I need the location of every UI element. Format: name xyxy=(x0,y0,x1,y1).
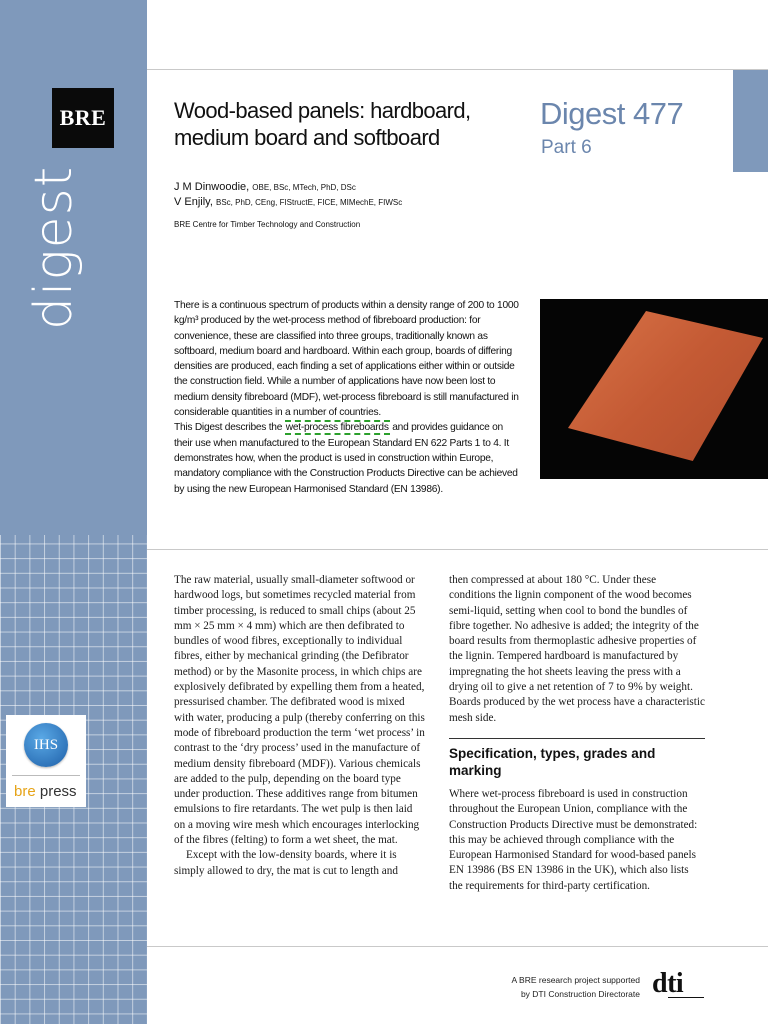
authors-block xyxy=(174,180,402,210)
author-name: V Enjily, xyxy=(174,196,216,208)
left-grid-strip xyxy=(0,0,147,1024)
fibreboard-panel-image xyxy=(568,311,763,461)
abstract-text: This Digest describes the xyxy=(174,422,285,434)
logo-divider xyxy=(12,775,80,776)
brepress-bre: bre xyxy=(14,783,36,800)
author-1 xyxy=(174,180,402,195)
abstract-paragraph-2 xyxy=(174,420,524,496)
section-heading: Specification, types, grades and marking xyxy=(449,745,656,778)
author-quals: BSc, PhD, CEng, FIStructE, FICE, MIMechE, FIWSc xyxy=(215,198,403,207)
ihs-logo-icon: IHS xyxy=(24,723,68,767)
abstract xyxy=(174,298,524,497)
body-paragraph: The raw material, usually small-diameter softwood or hardwood logs, but sometimes recycled material from timber processing, is reduced to small chips (about 25 mm × 25 mm × 4 mm) which are then defibrated to bundles of wood fibres, exceptionally to individual fibres, either by mechanical grinding (the Defibrator method) or by the Masonite process, in which chips are explosively defibrated by expelling them from a heated, pressurised chamber. The defibrated wood is mixed with water, producing a pulp (thereby conferring on this mode of fibreboard production the term ‘wet process’ in contrast to the ‘dry process’ used in the manufacture of medium density fibreboard (MDF)). Various chemicals are added to the pulp, depending on the board type under production. These additives range from bitumen emulsions to fire retardants. The wet pulp is then laid on a moving wire mesh which encourages interlocking of the fibres (felting) to form a wet sheet, the mat. xyxy=(174,574,425,847)
fibreboard-photo xyxy=(540,299,768,479)
dti-logo-underline xyxy=(668,997,704,998)
bre-logo: BRE xyxy=(52,88,114,148)
ihs-brepress-logo xyxy=(6,715,86,807)
highlighted-term: wet-process fibreboards xyxy=(285,422,389,434)
top-divider xyxy=(147,69,768,70)
dti-logo: dti xyxy=(652,968,684,999)
brepress-wordmark xyxy=(14,783,77,800)
body-paragraph: Except with the low-density boards, where it is simply allowed to dry, the mat is cut to length and xyxy=(174,849,398,877)
author-name: J M Dinwoodie, xyxy=(174,181,253,193)
brepress-press: press xyxy=(39,783,77,800)
abstract-text: and provides guidance on their use when manufactured to the European Standard EN 622 Parts 1 to 4. It demonstrates how, when the product is used in construction within Europe, mandatory compliance with the Construction Products Directive can be achieved by using the new European Harmonised Standard (EN 13986). xyxy=(174,422,518,495)
author-2 xyxy=(174,195,402,210)
organization: BRE Centre for Timber Technology and Construction xyxy=(174,220,361,229)
bottom-divider xyxy=(147,946,768,947)
body-paragraph: Where wet-process fibreboard is used in construction throughout the European Union, compliance with the Construction Products Directive must be demonstrated: this may be achieved through compliance with the European Harmonised Standard for wood-based panels EN 13986 (BS EN 13986 in the UK), which also lists the requirements for third-party certification. xyxy=(449,787,698,892)
title-line-1: Wood-based panels: hardboard, xyxy=(174,98,471,123)
footer-credit xyxy=(470,973,640,1001)
body-column-2 xyxy=(449,573,705,894)
title-line-2: medium board and softboard xyxy=(174,125,440,150)
section-rule xyxy=(449,738,705,739)
document-title xyxy=(174,97,514,151)
abstract-paragraph-1: There is a continuous spectrum of products within a density range of 200 to 1000 kg/m³ produced by the wet-process method of fibreboard production: for convenience, these are classified into three groups, traditionally known as softboard, medium board and hardboard. Within each group, boards of differing densities are produced, each finding a set of applications either within or outside the construction field. While a number of applications have now been lost to medium density fibreboard (MDF), wet-process fibreboard is still manufactured in considerable quantities in a number of countries. xyxy=(174,300,519,419)
author-quals: OBE, BSc, MTech, PhD, DSc xyxy=(252,183,356,192)
footer-line-2: by DTI Construction Directorate xyxy=(520,989,640,999)
body-column-1 xyxy=(174,573,426,879)
digest-vertical-word: digest xyxy=(24,165,84,330)
top-right-color-block xyxy=(733,70,768,172)
footer-line-1: A BRE research project supported xyxy=(511,975,640,985)
mid-divider xyxy=(147,549,768,550)
digest-number: Digest 477 xyxy=(540,96,684,131)
body-paragraph: then compressed at about 180 °C. Under these conditions the lignin component of the wood becomes semi-liquid, setting when cool to bond the bundles of fibre together. No adhesive is added; the integrity of the board results from thermoplastic adhesive properties of the lignin. Tempered hardboard is manufactured by impregnating the hot sheets leaving the press with a drying oil to give a net retention of 7 to 9% by weight. Boards produced by the wet process have a characteristic mesh side. xyxy=(449,574,705,724)
digest-part: Part 6 xyxy=(541,137,592,158)
